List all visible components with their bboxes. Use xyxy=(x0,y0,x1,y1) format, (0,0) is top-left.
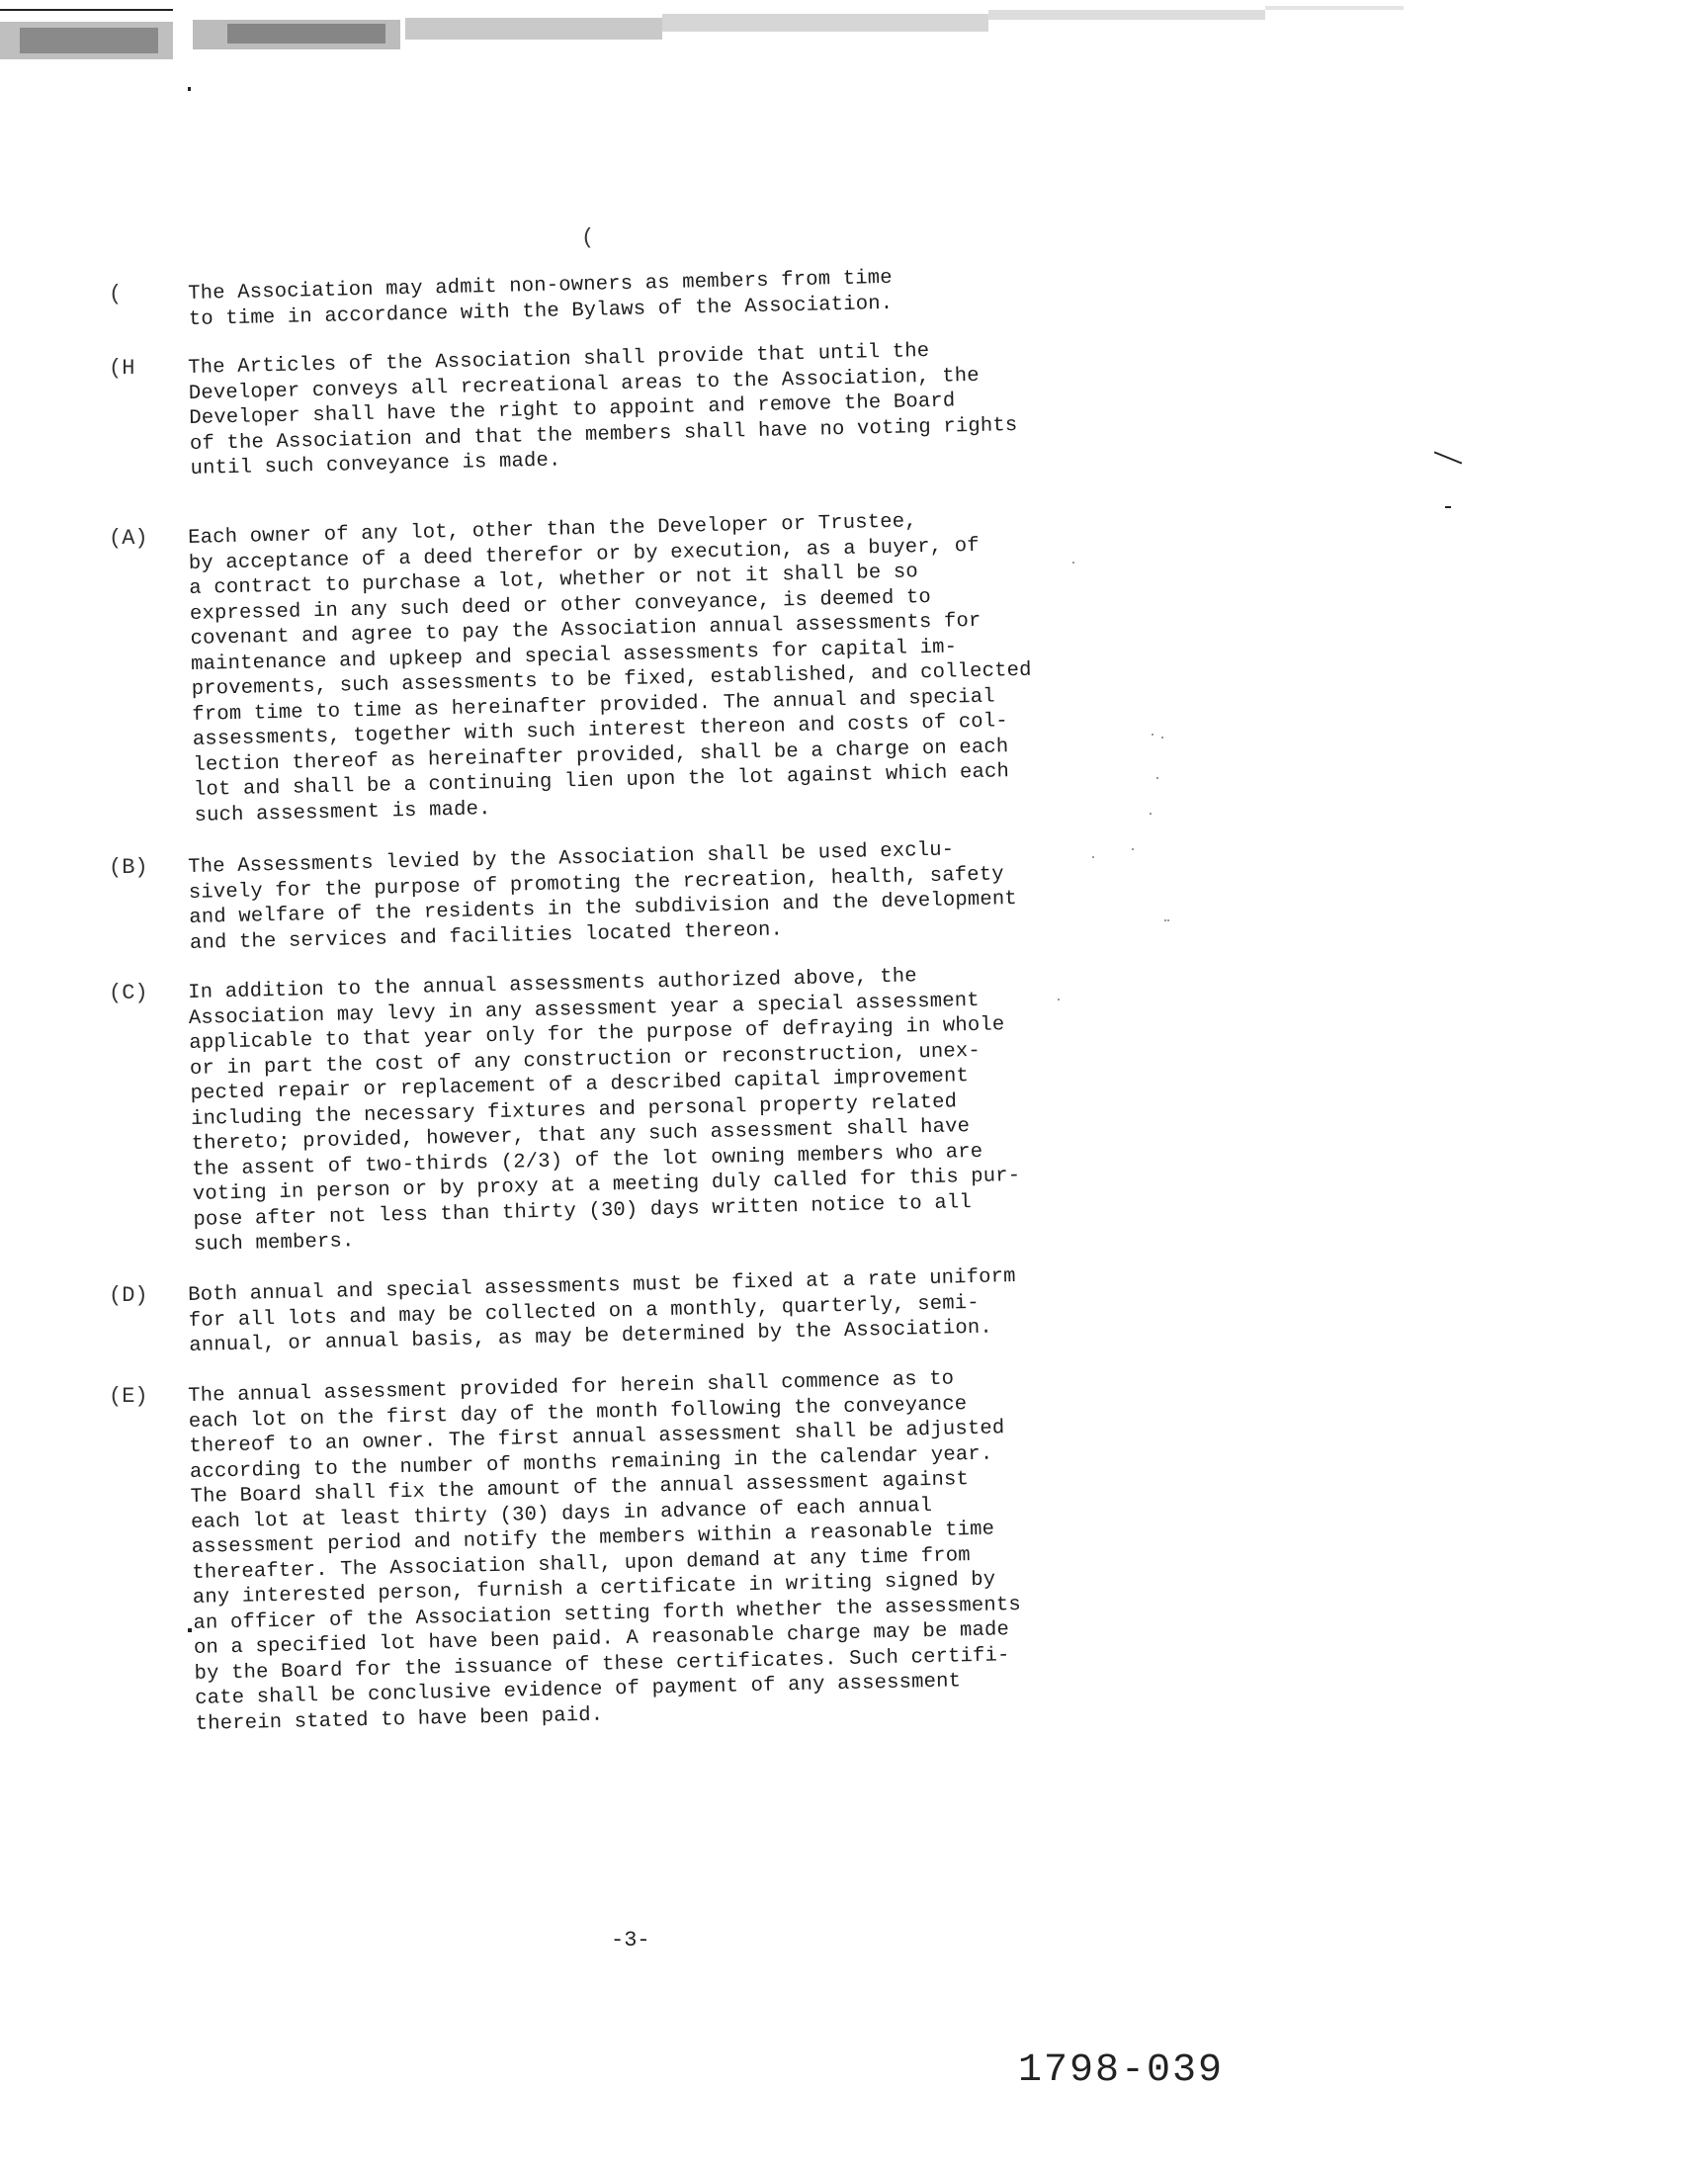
page-number: -3- xyxy=(611,1928,650,1953)
paragraph-membership-nonowners xyxy=(109,266,1176,332)
paragraph-c-special-assessments xyxy=(109,965,1176,1259)
paragraph-a-owner-covenant xyxy=(109,510,1176,828)
paragraph-text: The Association may admit non-owners as members from time to time in accordance with the Bylaws of the Association. xyxy=(188,266,894,331)
document-id-stamp: 1798-039 xyxy=(1018,2048,1225,2093)
paragraph-label: (E) xyxy=(109,1384,148,1409)
paragraph-label: (A) xyxy=(109,526,148,551)
scan-mark xyxy=(1434,451,1463,464)
paragraph-label: ( xyxy=(109,282,123,306)
paragraph-text: The annual assessment provided for herein shall commence as to each lot on the first day of the month following the conveyance thereof to an owner. The first annual assessment shall be adjusted according to the number of months remaining in the calendar year. The Board shall fix the amount of the annual assessment against each lot at least thirty (30) days in advance of each annual assessment period and notify the members within a reasonable time thereafter. The Association shall, upon demand at any time from any interested person, furnish a certificate in writing signed by an officer of the Association setting forth whether the assessments on a specified lot have been paid. A reasonable charge may be made by the Board for the issuance of these certificates. Such certifi- cate shall be conclusive evidence of payment of any assessment therein stated to have been paid. xyxy=(188,1367,1022,1736)
scan-mark xyxy=(1445,506,1451,508)
paragraph-developer-board-control xyxy=(109,339,1176,482)
paragraph-text: Both annual and special assessments must be fixed at a rate uniform for all lots and may be collected on a monthly, quarterly, semi- annual, or annual basis, as may be determined by the Association. xyxy=(188,1264,1016,1357)
paragraph-text: The Articles of the Association shall provide that until the Developer conveys all recreational areas to the Association, the Developer shall have the right to appoint and remove the Board of the Association and that the members shall have no voting rights until such conveyance is made. xyxy=(188,339,1018,480)
paragraph-b-use-of-assessments xyxy=(109,838,1176,956)
paragraph-e-commencement-of-assessments xyxy=(109,1367,1176,1737)
paragraph-label: (C) xyxy=(109,981,148,1005)
paragraph-text: In addition to the annual assessments authorized above, the Association may levy in any assessment year a special assessment applicable to that year only for the purpose of defraying in whole or in part the cost of any construction or reconstruction, unex- pected repair or replacement of a described capital improvement including the necessary fixtures and personal property related thereto; provided, however, that any such assessment shall have the assent of two-thirds (2/3) of the lot owning members who are voting in person or by proxy at a meeting duly called for this pur- pose after not less than thirty (30) days written notice to all such members. xyxy=(188,965,1021,1257)
paragraph-label: (D) xyxy=(109,1283,148,1308)
scan-noise-band xyxy=(0,0,1404,69)
paragraph-text: Each owner of any lot, other than the Developer or Trustee, by acceptance of a deed therefor or by execution, as a buyer, of a contract to purchase a lot, whether or not it shall be so expressed in any such deed or other conveyance, is deemed to covenant and agree to pay the Association annual assessments for maintenance and upkeep and special assessments for capital im- provements, such assessments to be fixed, established, and collected from time to time as hereinafter provided. The annual and special assessments, together with such interest thereon and costs of col- lection thereof as hereinafter provided, shall be a charge on each lot and shall be a continuing lien upon the lot against which each such assessment is made. xyxy=(188,510,1032,827)
paragraph-text: The Assessments levied by the Association shall be used exclu- sively for the purpose of promoting the recreation, health, safety and welfare of the residents in the subdivision and the development and the services and facilities located thereon. xyxy=(188,838,1018,955)
paragraph-label: (H xyxy=(109,356,135,381)
paragraph-d-uniform-rate xyxy=(109,1264,1176,1359)
center-mark: ( xyxy=(581,225,595,250)
scan-mark xyxy=(188,87,191,91)
paragraph-label: (B) xyxy=(109,855,148,880)
